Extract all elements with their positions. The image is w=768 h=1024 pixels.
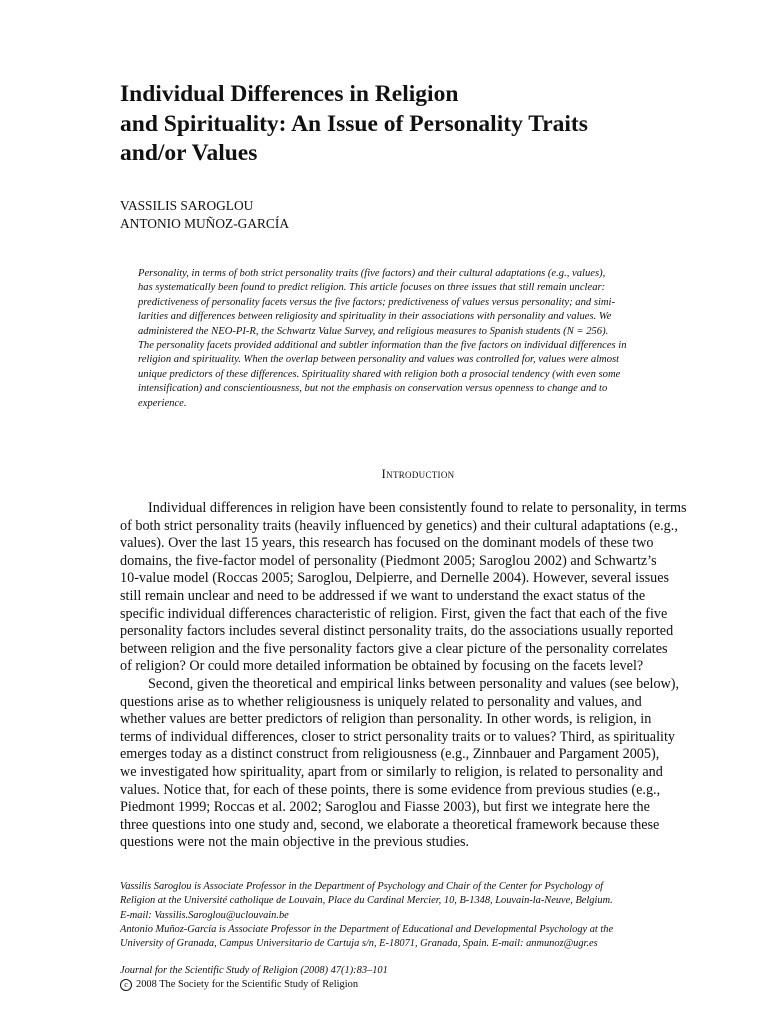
title-line: and Spirituality: An Issue of Personality Traits [120, 110, 588, 137]
paragraph-line: emerges today as a distinct construct from religiousness (e.g., Zinnbauer and Pargament 2005), [120, 746, 660, 763]
paragraph-line: three questions into one study and, second, we elaborate a theoretical framework because these [120, 816, 660, 833]
paragraph-line: questions were not the main objective in the previous studies. [120, 834, 470, 851]
paragraph-line: values). Over the last 15 years, this research has focused on the dominant models of these two [120, 535, 654, 552]
introduction-body [120, 500, 720, 852]
footnote-line: University of Granada, Campus Universitario de Cartuja s/n, E-18071, Granada, Spain. E-mail: anmunoz@ugr.es [120, 938, 598, 950]
paragraph-line: domains, the five-factor model of personality (Piedmont 2005; Saroglou 2002) and Schwartz’s [120, 552, 657, 569]
paragraph-line: Second, given the theoretical and empirical links between personality and values (see below), [148, 675, 680, 692]
abstract-line: experience. [138, 397, 187, 409]
copyright-line [120, 978, 720, 992]
paragraph-line: of religion? Or could more detailed information be obtained by focusing on the facets level? [120, 658, 644, 675]
paragraph-line: Piedmont 1999; Roccas et al. 2002; Saroglou and Fiasse 2003), but first we integrate here the [120, 799, 650, 816]
abstract-line: larities and differences between religiosity and spirituality in their associations with personality and values. We [138, 311, 612, 323]
title-line: and/or Values [120, 140, 258, 166]
abstract-line: has systematically been found to predict religion. This article focuses on three issues that still remain unclear: [138, 282, 606, 294]
footnote-line: Antonio Muñoz-García is Associate Professor in the Department of Educational and Developmental Psychology at the [120, 923, 614, 935]
abstract-line: The personality facets provided additional and subtler information than the five factors on individual differences in [138, 340, 627, 352]
author-name: ANTONIO MUÑOZ-GARCÍA [120, 216, 289, 231]
paragraph-line: specific individual differences characteristic of religion. First, given the fact that each of the five [120, 605, 668, 622]
paragraph-line: between religion and the five personality factors give a clear picture of the personality correlates [120, 640, 668, 657]
copyright-icon: c [120, 979, 132, 991]
footnote-line: Vassilis Saroglou is Associate Professor in the Department of Psychology and Chair of the Center for Psychology of [120, 881, 604, 892]
author-footnotes [120, 880, 720, 951]
abstract-line: predictiveness of personality facets versus the five factors; predictiveness of values versus personality; and simi- [138, 296, 616, 308]
author-list [120, 197, 289, 233]
abstract [138, 267, 698, 411]
abstract-line: intensification) and conscientiousness, but not the emphasis on conservation versus openness to change and to [138, 383, 608, 395]
author-name: VASSILIS SAROGLOU [120, 198, 254, 213]
paragraph-line: values. Notice that, for each of these points, there is some evidence from previous studies (e.g., [120, 781, 661, 798]
paragraph-line: terms of individual differences, closer to strict personality traits or to values? Third, as spirituality [120, 728, 676, 745]
paragraph-line: 10-value model (Roccas 2005; Saroglou, Delpierre, and Dernelle 2004). However, several issues [120, 570, 670, 587]
paragraph-line: still remain unclear and need to be addressed if we want to understand the exact status of the [120, 587, 646, 604]
paragraph-line: personality factors includes several distinct personality traits, do the associations usually reported [120, 623, 674, 640]
paragraph-line: we investigated how spirituality, apart from or similarly to religion, is related to personality and [120, 763, 663, 780]
title-line: Individual Differences in Religion [120, 81, 459, 107]
footnote-line: E-mail: Vassilis.Saroglou@uclouvain.be [120, 909, 289, 921]
abstract-line: religion and spirituality. When the overlap between personality and values was controlled for, values were almost [138, 354, 620, 366]
paragraph-line: questions arise as to whether religiousness is uniquely related to personality and values, and [120, 693, 642, 710]
abstract-line: Personality, in terms of both strict personality traits (five factors) and their cultural adaptations (e.g., values), [138, 268, 606, 279]
copyright-text: 2008 The Society for the Scientific Study of Religion [136, 978, 359, 990]
paragraph-line: Individual differences in religion have been consistently found to relate to personality, in terms [148, 500, 687, 516]
paragraph-line: of both strict personality traits (heavily influenced by genetics) and their cultural adaptations (e.g., [120, 517, 678, 534]
abstract-line: unique predictors of these differences. Spirituality shared with religion both a prosocial tendency (with even some [138, 368, 621, 380]
article-title [120, 80, 720, 169]
footnote-line: Religion at the Université catholique de Louvain, Place du Cardinal Mercier, 10, B-1348, Louvain-la-Neuve, Belgium. [120, 895, 613, 907]
abstract-line: administered the NEO-PI-R, the Schwartz Value Survey, and religious measures to Spanish students (N = 256). [138, 325, 609, 337]
journal-citation: Journal for the Scientific Study of Religion (2008) 47(1):83–101 [120, 965, 388, 976]
section-heading-introduction: Introduction [381, 466, 455, 481]
journal-info [120, 964, 720, 991]
paragraph-line: whether values are better predictors of religion than personality. In other words, is religion, in [120, 711, 652, 728]
